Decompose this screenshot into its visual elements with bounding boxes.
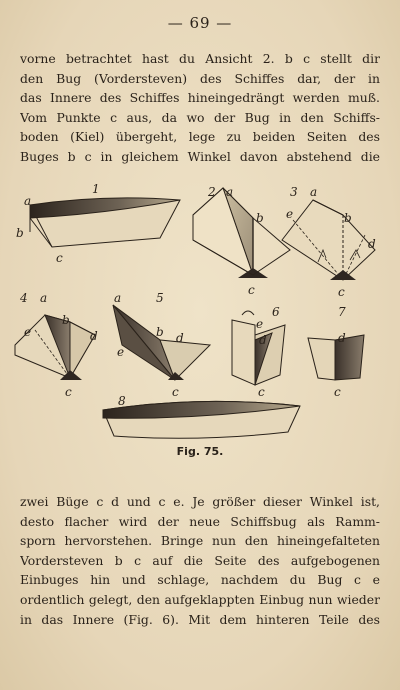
label-c: c bbox=[172, 385, 179, 399]
label-a: a bbox=[226, 185, 234, 199]
label-a: a bbox=[24, 194, 32, 208]
text-line: sporn hervorstehen. Bringe nun den hineingefalteten bbox=[20, 533, 380, 549]
paragraph-bottom bbox=[20, 492, 380, 629]
fig-num: 6 bbox=[272, 305, 280, 319]
label-c: c bbox=[56, 251, 63, 265]
label-c: c bbox=[258, 385, 265, 399]
fig-num: 7 bbox=[338, 305, 346, 319]
fig-num: 1 bbox=[92, 182, 100, 196]
label-a: a bbox=[310, 185, 318, 199]
text-line: Einbuges hin und schlage, nachdem du Bug c e bbox=[20, 572, 380, 588]
label-c: c bbox=[334, 385, 341, 399]
figure-illustration bbox=[10, 180, 390, 470]
folding-figure bbox=[10, 180, 390, 470]
fig-num: 4 bbox=[20, 291, 28, 305]
label-b: b bbox=[62, 313, 70, 327]
text-line: zwei Büge c d und c e. Je größer dieser Winkel ist, bbox=[20, 494, 380, 509]
label-d: d bbox=[259, 333, 267, 347]
figure-caption: Fig. 75. bbox=[176, 445, 224, 458]
label-d: d bbox=[176, 331, 184, 345]
label-d: d bbox=[90, 329, 98, 343]
paragraph-top bbox=[20, 49, 380, 167]
text-line: Buges b c in gleichem Winkel davon abstehend die bbox=[20, 148, 380, 164]
label-c: c bbox=[248, 283, 255, 297]
fig-8-boat bbox=[103, 394, 300, 438]
label-a: a bbox=[40, 291, 48, 305]
label-d: d bbox=[338, 331, 346, 345]
fig-num: 5 bbox=[156, 291, 164, 305]
text-line: in das Innere (Fig. 6). Mit dem hinteren Teile des bbox=[20, 611, 380, 627]
fig-5 bbox=[113, 291, 210, 399]
label-b: b bbox=[16, 226, 24, 240]
label-b: b bbox=[344, 211, 352, 225]
text-line: vorne betrachtet hast du Ansicht 2. b c stellt dir bbox=[20, 51, 380, 66]
fig-num: 8 bbox=[118, 394, 126, 408]
label-e: e bbox=[117, 345, 125, 359]
label-e: e bbox=[256, 317, 264, 331]
fig-2 bbox=[193, 185, 290, 297]
text-line: Vom Punkte c aus, da wo der Bug in den Schiffs- bbox=[20, 109, 380, 125]
text-line: das Innere des Schiffes hineingedrängt werden muß. bbox=[20, 90, 380, 106]
fig-1-boat bbox=[16, 182, 180, 265]
fig-6 bbox=[232, 305, 285, 399]
label-b: b bbox=[156, 325, 164, 339]
label-e: e bbox=[24, 325, 32, 339]
label-c: c bbox=[65, 385, 72, 399]
label-d: d bbox=[368, 237, 376, 251]
label-b: b bbox=[256, 211, 264, 225]
page-number: — 69 — bbox=[167, 14, 233, 32]
text-line: ordentlich gelegt, den aufgeklappten Einbug nun wieder bbox=[20, 591, 380, 607]
label-a: a bbox=[114, 291, 122, 305]
fig-7 bbox=[308, 305, 364, 399]
label-e: e bbox=[286, 207, 294, 221]
text-line: Vordersteven b c auf die Seite des aufgebogenen bbox=[20, 552, 380, 568]
label-c: c bbox=[338, 285, 345, 299]
fig-3 bbox=[282, 185, 376, 299]
fig-num: 2 bbox=[208, 185, 216, 199]
text-line: desto flacher wird der neue Schiffsbug als Ramm- bbox=[20, 513, 380, 529]
text-line: den Bug (Vordersteven) des Schiffes dar, der in bbox=[20, 70, 380, 86]
text-line: boden (Kiel) übergeht, lege zu beiden Seiten des bbox=[20, 129, 380, 145]
fig-num: 3 bbox=[290, 185, 298, 199]
fig-4 bbox=[15, 291, 98, 399]
